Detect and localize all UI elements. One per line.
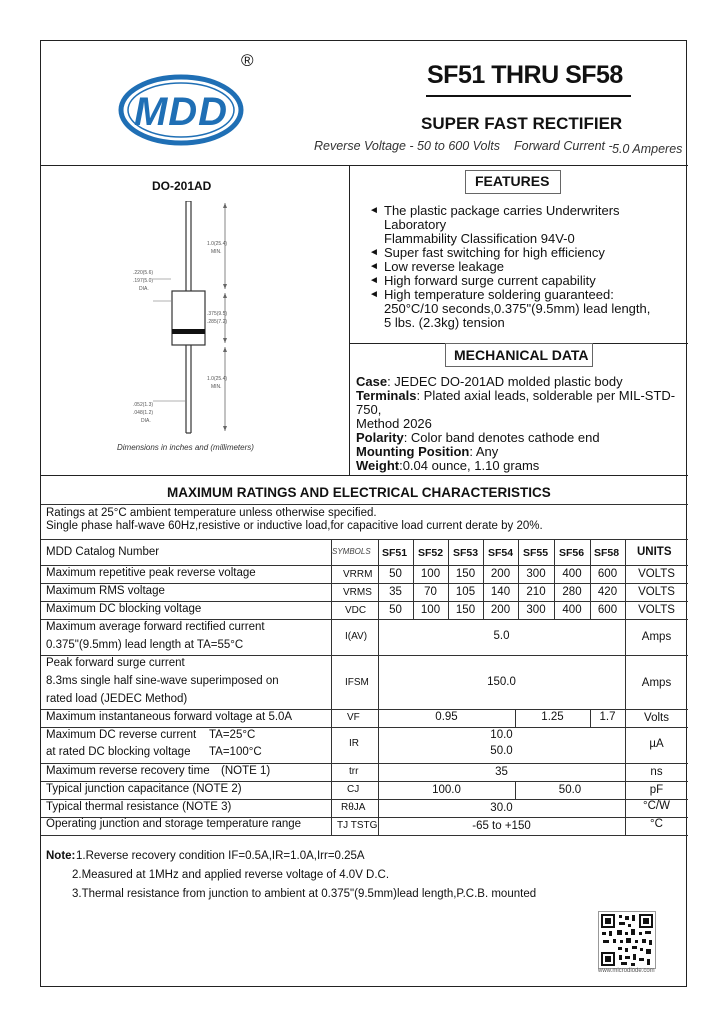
title-underline [426, 95, 631, 97]
bullet-arrow-icon: ◄ [369, 289, 379, 300]
dim-lead-length-bottom: 1.0(25.4) [207, 376, 228, 382]
col-part-header: SF54 [488, 547, 514, 559]
feature-item: ◄ Super fast switching for high efficiency [369, 245, 605, 260]
row-symbol: IR [349, 738, 359, 749]
case-label: Case [356, 374, 388, 389]
row-label: Maximum RMS voltage [46, 585, 165, 597]
dim-lead-min-bottom: MIN. [211, 384, 222, 390]
terminals-value-2: Method 2026 [356, 416, 432, 431]
row-label: Maximum instantaneous forward voltage at 5.0A [46, 711, 293, 723]
row-unit: pF [649, 784, 664, 796]
row-symbol: VDC [345, 605, 367, 616]
row-label: Maximum DC blocking voltage [46, 603, 202, 615]
dim-lead-dia-max: .052(1.3) [133, 402, 154, 408]
row-unit: Amps [641, 631, 672, 643]
terminals-value: : Plated axial leads, solderable per MIL-STD-750, [356, 388, 676, 417]
row-label: Operating junction and storage temperature range [46, 818, 302, 830]
feature-item: ◄ High forward surge current capability [369, 273, 596, 288]
feature-item-cont: 5 lbs. (2.3kg) tension [384, 315, 505, 330]
page-title: SF51 THRU SF58 [427, 61, 623, 89]
terminals-label: Terminals [356, 388, 417, 403]
row-unit: VOLTS [638, 604, 675, 616]
footer-site: www.microdiode.com [598, 968, 655, 974]
row-label: 8.3ms single half sine-wave superimposed on [46, 675, 279, 687]
bullet-arrow-icon: ◄ [369, 275, 379, 286]
row-symbol: I(AV) [345, 631, 368, 642]
spec-voltage: Reverse Voltage - 50 to 600 Volts [314, 139, 500, 153]
row-label: Peak forward surge current [46, 657, 185, 669]
dim-body-length-min: .285(7.2) [207, 319, 228, 325]
row-label: Maximum repetitive peak reverse voltage [46, 567, 256, 579]
feature-item: ◄ High temperature soldering guaranteed: [369, 287, 614, 302]
bullet-arrow-icon: ◄ [369, 261, 379, 272]
col-part-header: SF53 [453, 547, 479, 559]
col-part-header: SF58 [594, 547, 620, 559]
ratings-intro-1: Ratings at 25°C ambient temperature unless otherwise specified. [46, 507, 377, 519]
feature-item: ◄ Low reverse leakage [369, 259, 504, 274]
row-label: 0.375"(9.5mm) lead length at TA=55°C [46, 639, 244, 651]
row-label: at rated DC blocking voltage [46, 746, 191, 758]
package-name: DO-201AD [152, 179, 212, 193]
row-unit: Amps [641, 677, 672, 689]
note-2: 2.Measured at 1MHz and applied reverse voltage of 4.0V D.C. [72, 869, 390, 881]
row-unit: °C [650, 818, 663, 830]
row-symbol: VRRM [343, 569, 373, 580]
dim-lead-length-top: 1.0(25.4) [207, 241, 228, 247]
header-divider [41, 165, 688, 166]
note-3: 3.Thermal resistance from junction to ambient at 0.375"(9.5mm)lead length,P.C.B. mounted [72, 888, 537, 900]
mechanical-heading: MECHANICAL DATA [454, 347, 589, 363]
col-part-header: SF55 [523, 547, 549, 559]
row-symbol: RθJA [341, 802, 366, 813]
mechanical-list [356, 375, 686, 473]
row-unit: Volts [644, 712, 669, 724]
row-symbol: TJ TSTG [337, 820, 378, 831]
notes-label: Note: [46, 850, 76, 862]
row-condition: TA=100°C [209, 746, 262, 758]
ratings-table: MDD Catalog Number SYMBOLS SF51 SF52 SF53 SF54 SF55 SF56 SF58 UNITS Maximum repetitive peak reverse voltage VRRM 50 100 150 200 300 400 600 VOLTS Maximum RMS voltage VRMS 35 70 105 140 210 280 420 VOLTS Maximum DC blocking voltage VDC 50 100 150 200 300 400 600 VOLTS Maximum average forward rectified current 0.375"(9.5mm) lead length at TA=55°C I(AV) 5.0 Amps Peak forward surge current 8.3ms single half sine-wave superimposed on rated load (JEDEC Method) IFSM 150.0 Amps Maximum instantaneous forward voltage at 5.0A VF 0.95 1.25 1.7 Volts Maximum DC reverse current TA=25°C at rated DC blocking voltage TA=100°C IR 10.0 50.0 µA Maximum reverse recovery time (NOTE 1) trr 35 ns Typical junction capacitance (NOTE 2) CJ 100.0 50.0 pF Typical thermal resistance (NOTE 3) RθJA 30.0 °C/W Operating junction and storage temperature range TJ TSTG -65 to +150 °C [41, 539, 688, 835]
top-section-divider [41, 475, 688, 476]
features-heading: FEATURES [475, 173, 550, 189]
row-label: Typical thermal resistance (NOTE 3) [46, 801, 232, 813]
feature-item: ◄ The plastic package carries Underwriters Laboratory [369, 203, 620, 232]
row-label: rated load (JEDEC Method) [46, 693, 188, 705]
dim-body-dia-max: .220(5.6) [133, 270, 154, 276]
row-symbol: VF [347, 712, 360, 723]
polarity-label: Polarity [356, 430, 404, 445]
row-unit: ns [650, 766, 663, 778]
dim-body-length-max: .375(9.5) [207, 311, 228, 317]
datasheet-page [40, 40, 687, 987]
row-condition: TA=25°C [209, 729, 256, 741]
dim-body-dia-min: .197(5.0) [133, 278, 154, 284]
bullet-arrow-icon: ◄ [369, 205, 379, 216]
weight-label: Weight [356, 458, 400, 473]
row-unit: °C/W [643, 800, 670, 812]
note-1: 1.Reverse recovery condition IF=0.5A,IR=1.0A,Irr=0.25A [76, 850, 365, 862]
row-symbol: VRMS [343, 587, 372, 598]
col-symbols-header: SYMBOLS [332, 547, 371, 556]
feature-item-cont: 250°C/10 seconds,0.375"(9.5mm) lead length, [384, 301, 651, 316]
spec-current-value: 5.0 Amperes [612, 142, 683, 156]
section-divider-vertical [349, 165, 350, 475]
dim-lead-dia-label: DIA. [141, 418, 151, 424]
row-label: Maximum average forward rectified current [46, 621, 265, 633]
row-symbol: CJ [347, 784, 360, 795]
qr-code-icon [599, 912, 655, 968]
ratings-heading-divider [41, 504, 688, 505]
row-unit: VOLTS [638, 568, 675, 580]
brand-logo [117, 74, 245, 146]
ratings-intro-2: Single phase half-wave 60Hz,resistive or inductive load,for capacitive load current derate by 20%. [46, 520, 543, 532]
row-value: 150.0 [487, 676, 516, 688]
row-symbol: trr [349, 766, 359, 777]
mounting-label: Mounting Position [356, 444, 470, 459]
dim-lead-min-top: MIN. [211, 249, 222, 255]
col-part-header: SF51 [382, 547, 408, 559]
col-part-header: SF56 [559, 547, 585, 559]
brand-text: MDD [133, 90, 229, 134]
page-subtitle: SUPER FAST RECTIFIER [421, 114, 623, 133]
bullet-arrow-icon: ◄ [369, 247, 379, 258]
spec-current: Forward Current - [514, 139, 613, 153]
row-value: 5.0 [493, 630, 510, 642]
dim-lead-dia-min: .048(1.2) [133, 410, 154, 416]
row-note: (NOTE 1) [221, 765, 271, 777]
features-list [369, 204, 684, 330]
row-symbol: IFSM [345, 677, 369, 688]
registered-mark: ® [241, 51, 254, 70]
qr-code [598, 911, 656, 969]
mdd-logo-icon [117, 74, 245, 146]
row-label: Typical junction capacitance (NOTE 2) [46, 783, 242, 795]
row-value: 35 [495, 766, 508, 778]
row-unit: µA [649, 738, 664, 750]
row-label: Maximum reverse recovery time [46, 765, 210, 777]
mounting-value: : Any [469, 444, 499, 459]
feature-item-cont: Flammability Classification 94V-0 [384, 231, 575, 246]
col-part-header: SF52 [418, 547, 444, 559]
col-catalog-header: MDD Catalog Number [46, 546, 160, 558]
dim-body-dia-label: DIA. [139, 286, 149, 292]
polarity-value: : Color band denotes cathode end [403, 430, 600, 445]
ratings-heading: MAXIMUM RATINGS AND ELECTRICAL CHARACTERISTICS [167, 485, 551, 500]
row-label: Maximum DC reverse current [46, 729, 197, 741]
row-value: -65 to +150 [472, 820, 531, 832]
dimension-caption: Dimensions in inches and (millimeters) [117, 443, 254, 452]
row-unit: VOLTS [638, 586, 675, 598]
col-units-header: UNITS [637, 546, 672, 558]
case-value: : JEDEC DO-201AD molded plastic body [387, 374, 623, 389]
row-value: 30.0 [490, 802, 513, 814]
weight-value: :0.04 ounce, 1.10 grams [399, 458, 540, 473]
